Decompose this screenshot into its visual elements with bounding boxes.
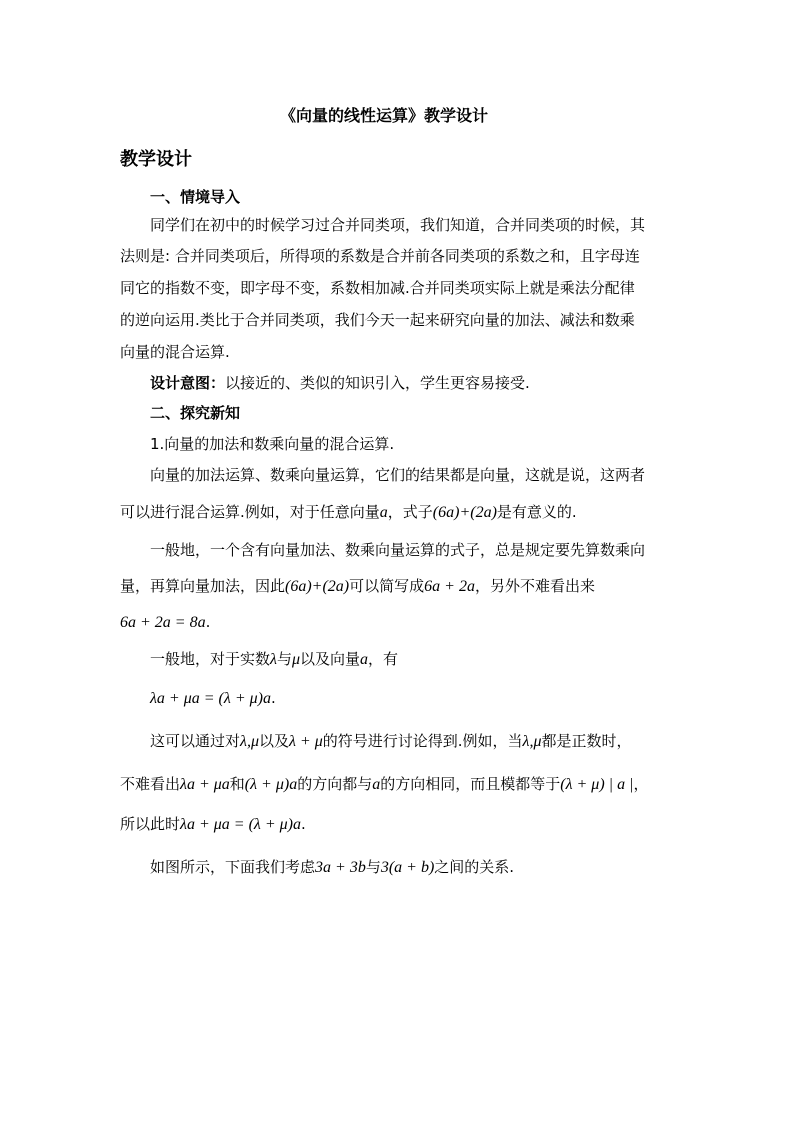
- text-run: ，有: [368, 650, 399, 668]
- text-run: 的方向相同，而且模都等于: [380, 775, 561, 793]
- text-run: 以及: [258, 732, 289, 750]
- math-expression: λ,μ: [240, 733, 259, 750]
- math-expression: μ: [291, 651, 300, 668]
- paragraph-line: [120, 612, 210, 633]
- math-expression: (λ + μ) | a |: [560, 776, 634, 793]
- math-expression: λ: [270, 651, 277, 668]
- math-expression: a: [379, 504, 388, 521]
- paragraph-line: [120, 502, 577, 523]
- text-run: 的符号进行讨论得到.例如，当: [322, 732, 523, 750]
- math-expression: (6a)+(2a): [285, 578, 350, 595]
- paragraph-line: 同学们在初中的时候学习过合并同类项，我们知道，合并同类项的时候，其: [150, 216, 646, 234]
- text-run: 如图所示，下面我们考虑: [150, 858, 316, 876]
- text-run: ，另外不难看出来: [474, 577, 595, 595]
- math-expression: λ + μ: [289, 733, 323, 750]
- text-run: 量，再算向量加法，因此: [120, 577, 286, 595]
- paragraph-line: [120, 774, 648, 795]
- paragraph-line: [150, 857, 514, 878]
- text-run: 和: [229, 775, 245, 793]
- math-expression: (6a)+(2a): [432, 504, 497, 521]
- text-run: .: [205, 613, 211, 631]
- text-run: .: [270, 689, 276, 707]
- math-expression: 6a + 2a = 8a: [120, 614, 206, 631]
- paragraph-line: [120, 814, 306, 835]
- math-expression: λ,μ: [522, 733, 542, 750]
- paragraph-line: 法则是: 合并同类项后，所得项的系数是合并前各同类项的系数之和，且字母连: [120, 247, 640, 265]
- math-expression: 6a + 2a: [424, 578, 475, 595]
- text-run: 不难看出: [120, 775, 181, 793]
- text-run: 与: [276, 650, 292, 668]
- text-run: 都是正数时，: [541, 732, 632, 750]
- section-heading: 教学设计: [120, 149, 192, 170]
- text-run: ，: [633, 775, 649, 793]
- design-intent-label: 设计意图：: [150, 374, 226, 392]
- math-expression: λa + μa = (λ + μ)a: [180, 816, 301, 833]
- display-formula: [150, 688, 276, 709]
- math-expression: 3(a + b): [380, 859, 435, 876]
- math-expression: λa + μa = (λ + μ)a: [150, 690, 271, 707]
- text-run: 可以简写成: [349, 577, 425, 595]
- paragraph-line: 一般地，一个含有向量加法、数乘向量运算的式子，总是规定要先算数乘向: [150, 541, 646, 559]
- math-expression: λa + μa: [180, 776, 230, 793]
- paragraph-line: [150, 649, 398, 670]
- text-run: 的方向都与: [297, 775, 373, 793]
- document-title: 《向量的线性运算》教学设计: [280, 106, 489, 125]
- text-run: 一般地，对于实数: [150, 650, 271, 668]
- math-expression: a: [372, 776, 381, 793]
- paragraph-line: 同它的指数不变，即字母不变，系数相加减.合并同类项实际上就是乘法分配律: [120, 279, 635, 297]
- paragraph-line: 的逆向运用.类比于合并同类项，我们今天一起来研究向量的加法、减法和数乘: [120, 311, 635, 329]
- subsection-heading-explore: 二、探究新知: [150, 404, 241, 422]
- math-expression: 3a + 3b: [315, 859, 366, 876]
- subsection-heading-intro: 一、情境导入: [150, 188, 241, 206]
- text-run: ，式子: [387, 503, 433, 521]
- text-run: 所以此时: [120, 815, 181, 833]
- paragraph-line: 1.向量的加法和数乘向量的混合运算.: [150, 435, 395, 453]
- text-run: 可以进行混合运算.例如，对于任意向量: [120, 503, 380, 521]
- design-intent: [150, 373, 530, 393]
- paragraph-line: [120, 576, 595, 597]
- math-expression: a: [360, 651, 369, 668]
- text-run: 以及向量: [300, 650, 361, 668]
- text-run: 这可以通过对: [150, 732, 241, 750]
- text-run: 之间的关系.: [434, 858, 515, 876]
- paragraph-line: 向量的混合运算.: [120, 343, 230, 361]
- math-expression: (λ + μ)a: [244, 776, 298, 793]
- text-run: 是有意义的.: [496, 503, 577, 521]
- paragraph-line: [150, 731, 632, 752]
- text-run: 与: [365, 858, 381, 876]
- text-run: .: [300, 815, 306, 833]
- paragraph-line: 向量的加法运算、数乘向量运算，它们的结果都是向量，这就是说，这两者: [150, 466, 646, 484]
- design-intent-text: 以接近的、类似的知识引入，学生更容易接受.: [225, 374, 530, 392]
